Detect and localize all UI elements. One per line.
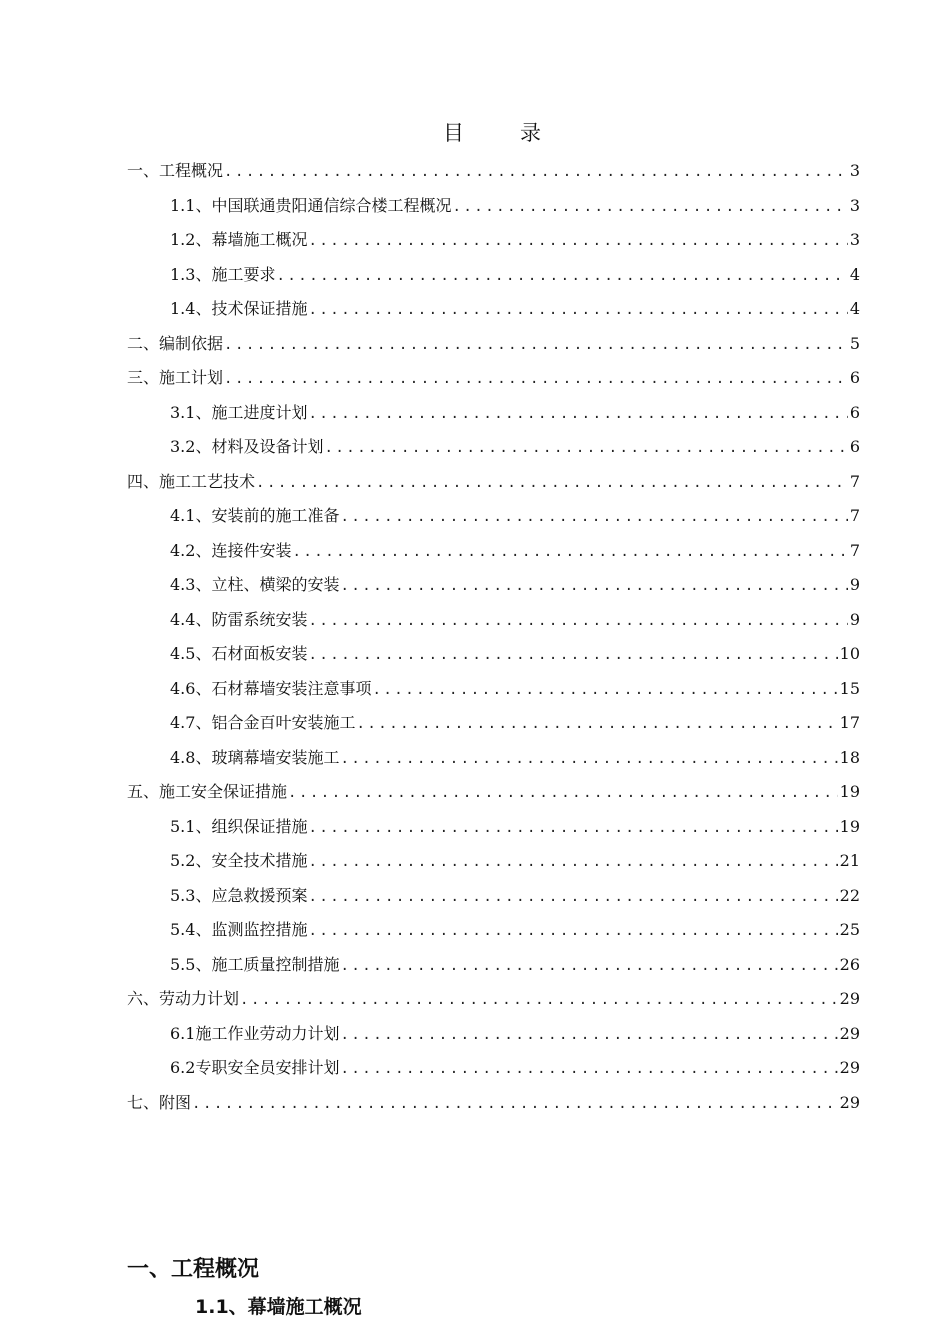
- toc-entry-label: 4.5、石材面板安装: [170, 644, 308, 663]
- toc-entry-page-number: 29: [839, 989, 860, 1008]
- toc-entry-label: 三、施工计划: [127, 368, 224, 387]
- toc-entry[interactable]: [170, 256, 860, 286]
- toc-dot-leader: [340, 1059, 837, 1079]
- toc-entry[interactable]: [127, 463, 860, 493]
- toc-entry-page-number: 29: [839, 1058, 860, 1077]
- toc-entry[interactable]: [127, 1084, 860, 1114]
- toc-entry-page-number: 10: [839, 644, 860, 663]
- toc-title-char-2: 录: [520, 121, 543, 145]
- toc-dot-leader: [356, 714, 837, 734]
- toc-entry-page-number: 19: [839, 782, 860, 801]
- toc-dot-leader: [308, 887, 837, 907]
- section-heading: 一、工程概况: [127, 1257, 260, 1282]
- toc-entry[interactable]: [170, 221, 860, 251]
- toc-entry[interactable]: [170, 635, 860, 665]
- toc-dot-leader: [256, 473, 848, 493]
- toc-dot-leader: [192, 1094, 838, 1114]
- toc-entry-page-number: 3: [849, 196, 860, 215]
- toc-entry-label: 3.1、施工进度计划: [170, 403, 308, 422]
- toc-dot-leader: [340, 749, 837, 769]
- toc-entry-page-number: 9: [849, 575, 860, 594]
- toc-entry-label: 3.2、材料及设备计划: [170, 437, 324, 456]
- toc-entry[interactable]: [170, 601, 860, 631]
- toc-dot-leader: [372, 680, 837, 700]
- toc-entry-page-number: 19: [839, 817, 860, 836]
- toc-entry-page-number: 5: [849, 334, 860, 353]
- toc-entry[interactable]: [170, 739, 860, 769]
- toc-entry[interactable]: [127, 152, 860, 182]
- toc-entry-label: 4.2、连接件安装: [170, 541, 292, 560]
- toc-entry[interactable]: [170, 566, 860, 596]
- toc-entry-label: 5.3、应急救援预案: [170, 886, 308, 905]
- toc-entry-label: 五、施工安全保证措施: [127, 782, 288, 801]
- toc-entry-page-number: 3: [849, 161, 860, 180]
- toc-entry[interactable]: [170, 394, 860, 424]
- toc-entry-page-number: 17: [839, 713, 860, 732]
- toc-entry[interactable]: [127, 773, 860, 803]
- toc-entry-label: 一、工程概况: [127, 161, 224, 180]
- toc-dot-leader: [288, 783, 838, 803]
- toc-entry[interactable]: [170, 497, 860, 527]
- toc-entry[interactable]: [170, 842, 860, 872]
- toc-entry-page-number: 6: [849, 403, 860, 422]
- toc-entry-page-number: 4: [849, 265, 860, 284]
- toc-entry-page-number: 7: [849, 541, 860, 560]
- toc-entry-label: 4.4、防雷系统安装: [170, 610, 308, 629]
- toc-entry[interactable]: [170, 808, 860, 838]
- toc-entry-label: 七、附图: [127, 1093, 192, 1112]
- toc-entry-label: 6.1施工作业劳动力计划: [170, 1024, 340, 1043]
- toc-dot-leader: [308, 300, 847, 320]
- toc-entry-label: 4.6、石材幕墙安装注意事项: [170, 679, 372, 698]
- toc-entry-label: 1.1、中国联通贵阳通信综合楼工程概况: [170, 196, 452, 215]
- toc-dot-leader: [308, 921, 837, 941]
- toc-entry[interactable]: [170, 1015, 860, 1045]
- toc-entry[interactable]: [127, 325, 860, 355]
- toc-entry-page-number: 7: [849, 506, 860, 525]
- toc-entry-page-number: 3: [849, 230, 860, 249]
- toc-entry[interactable]: [170, 946, 860, 976]
- toc-dot-leader: [340, 507, 847, 527]
- toc-entry-label: 二、编制依据: [127, 334, 224, 353]
- toc-dot-leader: [224, 369, 848, 389]
- toc-entry[interactable]: [170, 428, 860, 458]
- toc-entry-label: 5.2、安全技术措施: [170, 851, 308, 870]
- toc-entry[interactable]: [127, 359, 860, 389]
- toc-entry-label: 4.7、铝合金百叶安装施工: [170, 713, 356, 732]
- toc-entry[interactable]: [170, 1049, 860, 1079]
- toc-entry-page-number: 22: [839, 886, 860, 905]
- toc-dot-leader: [276, 266, 847, 286]
- toc-entry-page-number: 25: [839, 920, 860, 939]
- toc-entry-page-number: 21: [839, 851, 860, 870]
- toc-entry-page-number: 6: [849, 368, 860, 387]
- toc-entry[interactable]: [170, 532, 860, 562]
- toc-entry-label: 4.3、立柱、横梁的安装: [170, 575, 340, 594]
- toc-dot-leader: [340, 956, 837, 976]
- toc-dot-leader: [308, 818, 837, 838]
- toc-entry-label: 1.4、技术保证措施: [170, 299, 308, 318]
- toc-entry-page-number: 29: [839, 1024, 860, 1043]
- toc-entry-label: 4.8、玻璃幕墙安装施工: [170, 748, 340, 767]
- toc-dot-leader: [308, 611, 847, 631]
- toc-entry[interactable]: [170, 911, 860, 941]
- toc-entry[interactable]: [170, 290, 860, 320]
- toc-entry-label: 4.1、安装前的施工准备: [170, 506, 340, 525]
- toc-entry-page-number: 6: [849, 437, 860, 456]
- toc-entry-label: 6.2专职安全员安排计划: [170, 1058, 340, 1077]
- toc-dot-leader: [308, 404, 847, 424]
- toc-entry-label: 5.1、组织保证措施: [170, 817, 308, 836]
- toc-dot-leader: [340, 1025, 837, 1045]
- toc-entry[interactable]: [170, 877, 860, 907]
- toc-entry[interactable]: [170, 187, 860, 217]
- toc-dot-leader: [308, 231, 847, 251]
- toc-entry-label: 四、施工工艺技术: [127, 472, 256, 491]
- toc-dot-leader: [452, 197, 847, 217]
- toc-entry-label: 5.5、施工质量控制措施: [170, 955, 340, 974]
- toc-entry-label: 六、劳动力计划: [127, 989, 240, 1008]
- toc-entry[interactable]: [170, 704, 860, 734]
- toc-dot-leader: [292, 542, 847, 562]
- subsection-heading: 1.1、幕墙施工概况: [195, 1296, 362, 1318]
- toc-entry-page-number: 15: [839, 679, 860, 698]
- toc-entry-page-number: 18: [839, 748, 860, 767]
- toc-title-char-1: 目: [443, 121, 466, 145]
- toc-entry-label: 1.3、施工要求: [170, 265, 276, 284]
- toc-entry[interactable]: [127, 980, 860, 1010]
- toc-entry-page-number: 29: [839, 1093, 860, 1112]
- toc-entry-page-number: 9: [849, 610, 860, 629]
- toc-dot-leader: [324, 438, 847, 458]
- toc-dot-leader: [340, 576, 847, 596]
- toc-entry-label: 5.4、监测监控措施: [170, 920, 308, 939]
- toc-entry-page-number: 26: [839, 955, 860, 974]
- toc-entry-page-number: 7: [849, 472, 860, 491]
- toc-entry[interactable]: [170, 670, 860, 700]
- toc-entry-page-number: 4: [849, 299, 860, 318]
- toc-dot-leader: [308, 852, 837, 872]
- toc-dot-leader: [240, 990, 838, 1010]
- toc-entry-label: 1.2、幕墙施工概况: [170, 230, 308, 249]
- toc-dot-leader: [224, 335, 848, 355]
- toc-dot-leader: [224, 162, 848, 182]
- toc-dot-leader: [308, 645, 837, 665]
